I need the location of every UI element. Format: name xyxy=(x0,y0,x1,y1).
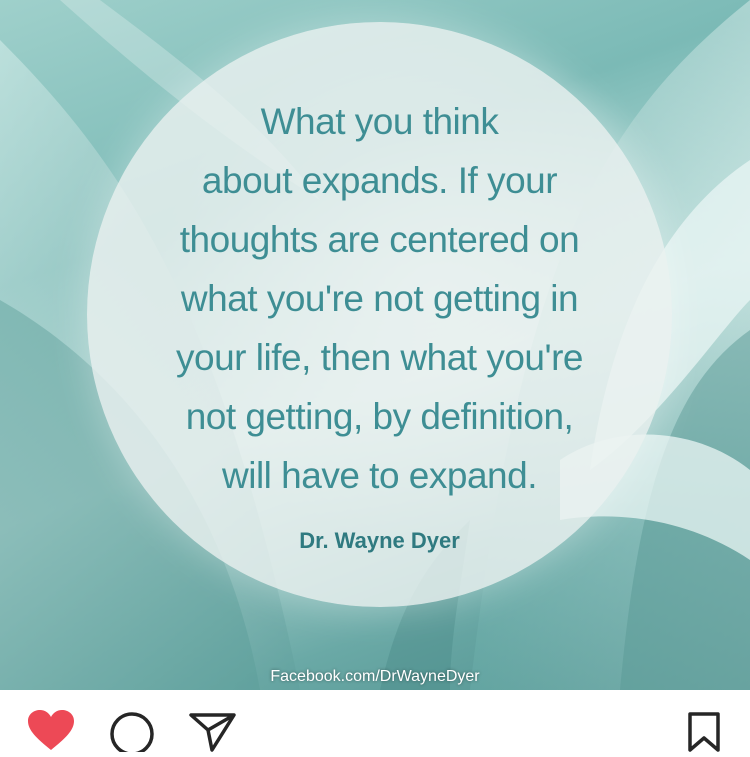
image-watermark: Facebook.com/DrWayneDyer xyxy=(270,668,480,685)
quote-text xyxy=(87,92,672,505)
quote-line: What you think xyxy=(260,101,499,142)
quote-line: about expands. If your xyxy=(201,160,558,201)
quote-line: your life, then what you're xyxy=(176,337,583,378)
post-action-bar xyxy=(0,690,750,750)
quote-author: Dr. Wayne Dyer xyxy=(299,528,460,553)
quote-line: not getting, by definition, xyxy=(185,396,574,437)
quote-line: what you're not getting in xyxy=(180,278,579,319)
quote-line: will have to expand. xyxy=(222,455,537,496)
quote-line: thoughts are centered on xyxy=(179,219,580,260)
